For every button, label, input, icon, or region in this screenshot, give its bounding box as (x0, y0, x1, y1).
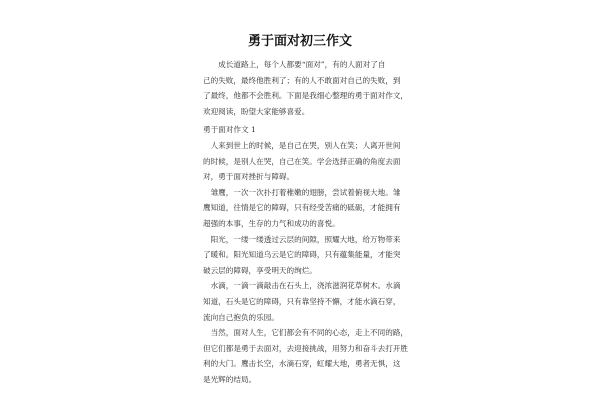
paragraph-line: 对，勇于面对挫折与障碍。 (203, 172, 295, 182)
paragraph-line: 知道，石头是它的障碍，只有靠坚持不懈，才能水滴石穿， (203, 296, 401, 306)
document-body (203, 57, 409, 387)
document-title: 勇于面对初三作文 (247, 34, 352, 49)
paragraph-line: 雏鹰，一次一次扑打着稚嫩的翅膀，尝试着俯视大地。雏 (203, 187, 401, 197)
paragraph-line: 水滴，一滴一滴敲击在石头上，浇浓滋润花草树木。水滴 (203, 281, 401, 291)
intro-paragraph (203, 57, 409, 119)
paragraph-line: 利的大门。鹰击长空，水滴石穿，虹耀大地，勇者无惧，这 (203, 359, 401, 369)
paragraph-line: 的时候，是别人在哭，自己在笑。学会选择正确的角度去面 (203, 156, 401, 166)
paragraph-line: 破云层的障碍，享受明天的绚烂。 (203, 265, 317, 275)
intro-line: 成长道路上，每个人都要“面对”，有的人面对了自 (203, 60, 386, 69)
paragraph-line: 当然，面对人生，它们都会有不同的心态，走上不同的路， (203, 328, 409, 338)
paragraph-line: 阳光，一缕一缕透过云层的间隙，照耀大地，给万物带来 (203, 234, 401, 244)
paragraph-line: 超强的本事，生存的力气和成功的喜悦。 (203, 218, 340, 228)
paragraph-3 (203, 232, 399, 279)
section-heading (203, 122, 399, 138)
paragraph-2 (203, 185, 399, 232)
intro-line: 己的失败，最终他胜利了；有的人不敢面对自己的失败，到 (203, 75, 401, 85)
paragraph-line: 人来到世上的时候，是自己在哭，别人在笑；人离开世间 (203, 140, 401, 150)
paragraph-line: 但它们都是勇于去面对，去迎接挑战，用努力和奋斗去打开胜 (203, 343, 409, 353)
paragraph-1 (203, 138, 399, 185)
intro-line: 了最终，他都不会胜利。下面是我细心整理的勇于面对作文， (203, 91, 409, 101)
section-heading-text: 勇于面对作文 1 (203, 125, 256, 135)
paragraph-line: 鹰知道，往情是它的障碍，只有经受苦痛的砥砺，才能拥有 (203, 203, 401, 213)
paragraph-5 (203, 325, 409, 387)
paragraph-line: 是光辉的结局。 (203, 374, 257, 384)
paragraph-line: 流向自己抱负的乐园。 (203, 312, 279, 322)
paragraph-line: 了暖和。阳光知道乌云是它的障碍，只有蕴集能量，才能突 (203, 250, 401, 260)
intro-line: 欢迎阅读，盼望大家能够喜爱。 (203, 106, 310, 116)
paragraph-4 (203, 278, 399, 325)
